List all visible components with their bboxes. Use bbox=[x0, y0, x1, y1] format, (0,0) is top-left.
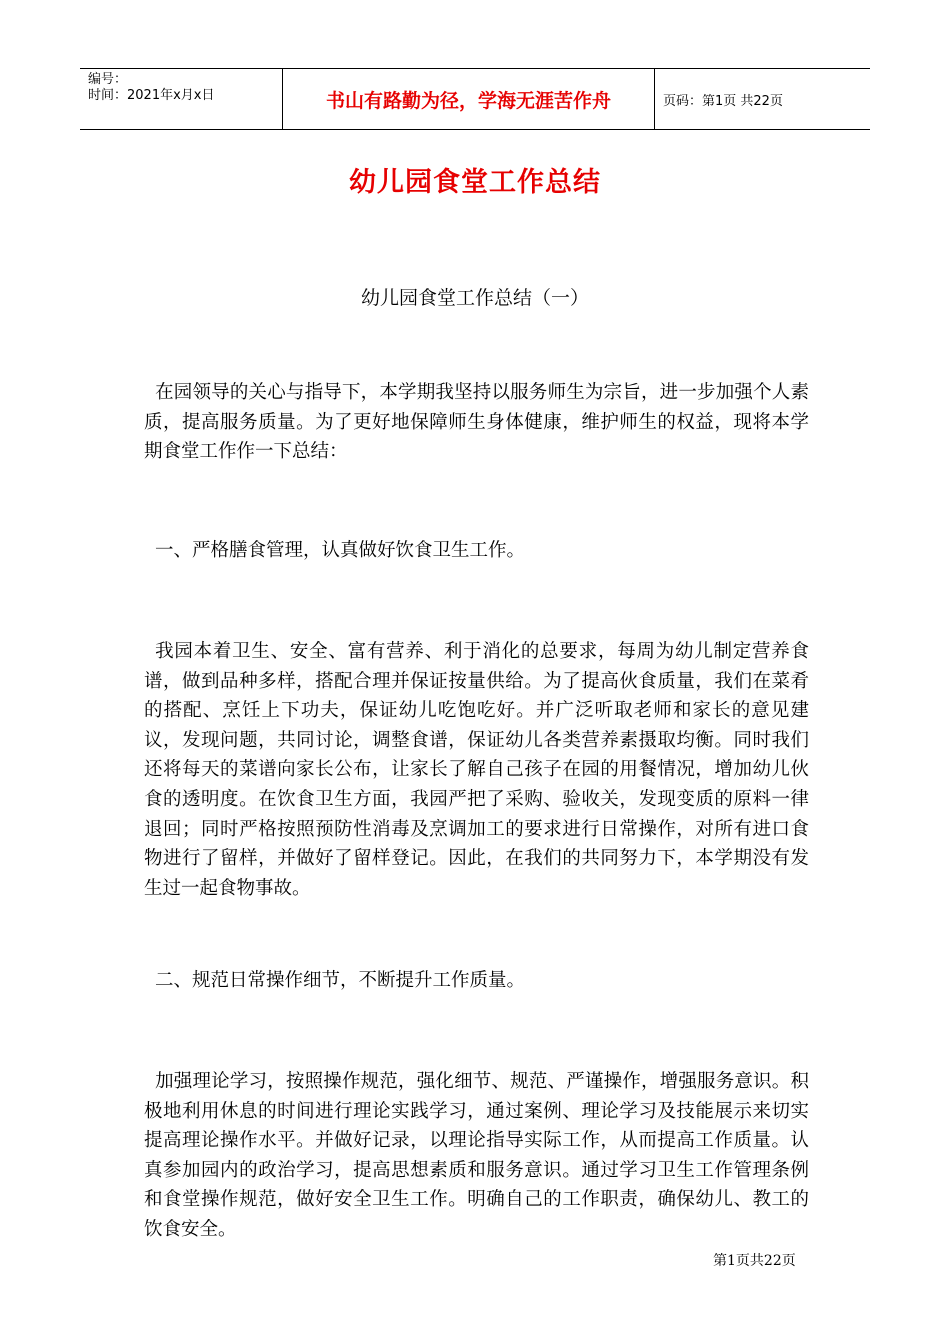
body-paragraph-1: 我园本着卫生、安全、富有营养、利于消化的总要求，每周为幼儿制定营养食谱，做到品种多样，搭配合理并保证按量供给。为了提高伙食质量，我们在菜肴的搭配、烹饪上下功夫，保证幼儿吃饱吃好。并广泛听取老师和家长的意见建议，发现问题，共同讨论，调整食谱，保证幼儿各类营养素摄取均衡。同时我们还将每天的菜谱向家长公布，让家长了解自己孩子在园的用餐情况，增加幼儿伙食的透明度。在饮食卫生方面，我园严把了采购、验收关，发现变质的原料一律退回；同时严格按照预防性消毒及烹调加工的要求进行日常操作，对所有进口食物进行了留样，并做好了留样登记。因此，在我们的共同努力下，本学期没有发生过一起食物事故。 bbox=[144, 641, 809, 899]
document-title: 幼儿园食堂工作总结 bbox=[349, 167, 601, 198]
intro-paragraph: 在园领导的关心与指导下，本学期我坚持以服务师生为宗旨，进一步加强个人素质，提高服务质量。为了更好地保障师生身体健康，维护师生的权益，现将本学期食堂工作作一下总结： bbox=[144, 382, 809, 463]
section-heading-2: 二、规范日常操作细节，不断提升工作质量。 bbox=[155, 970, 526, 991]
time-label: 时间：2021年x月x日 bbox=[88, 88, 215, 103]
header-meta-cell bbox=[80, 69, 283, 129]
body-paragraph-2: 加强理论学习，按照操作规范，强化细节、规范、严谨操作，增强服务意识。积极地利用休息的时间进行理论实践学习，通过案例、理论学习及技能展示来切实提高理论操作水平。并做好记录，以理论指导实际工作，从而提高工作质量。认真参加园内的政治学习，提高思想素质和服务意识。通过学习卫生工作管理条例和食堂操作规范，做好安全卫生工作。明确自己的工作职责，确保幼儿、教工的饮食安全。 bbox=[144, 1071, 809, 1240]
section-subtitle: 幼儿园食堂工作总结（一） bbox=[360, 287, 589, 309]
header-page-label: 页码：第1页 共22页 bbox=[663, 93, 783, 109]
header-motto: 书山有路勤为径，学海无涯苦作舟 bbox=[283, 69, 655, 129]
section-heading-1: 一、严格膳食管理，认真做好饮食卫生工作。 bbox=[155, 540, 526, 561]
document-header bbox=[80, 68, 870, 130]
number-label: 编号： bbox=[88, 72, 128, 87]
page-footer: 第1页共22页 bbox=[713, 1253, 796, 1269]
